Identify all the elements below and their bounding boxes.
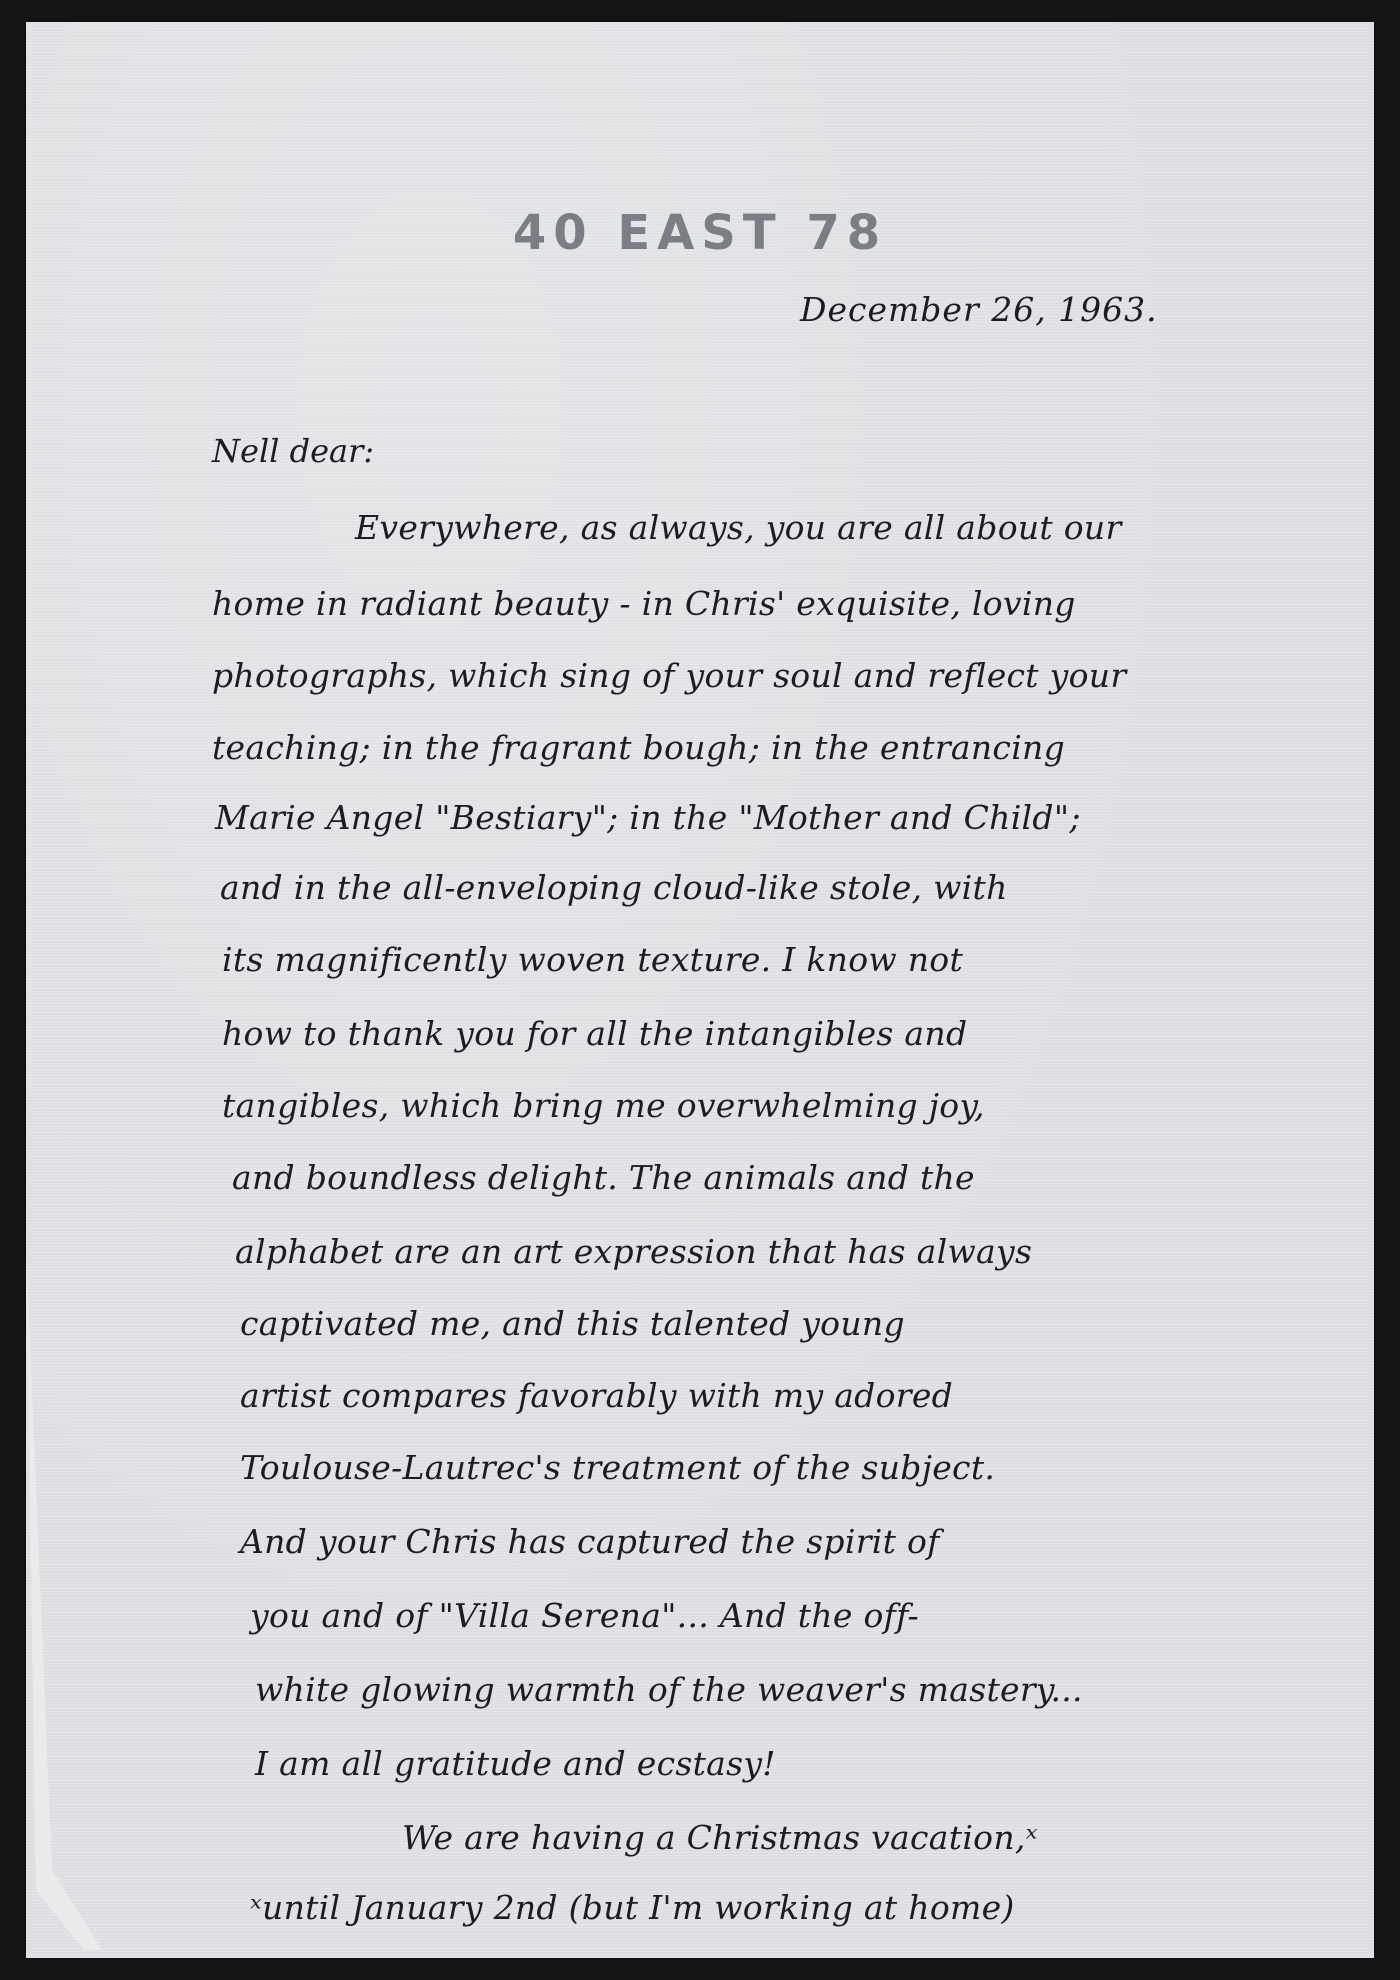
body-line: tangibles, which bring me overwhelming joy, — [222, 1086, 985, 1125]
body-line: I am all gratitude and ecstasy! — [255, 1744, 776, 1783]
body-line: Marie Angel "Bestiary"; in the "Mother and Child"; — [215, 798, 1081, 837]
body-line: and in the all-enveloping cloud-like stole, with — [220, 868, 1008, 907]
body-line: We are having a Christmas vacation,ˣ — [402, 1818, 1038, 1857]
body-line: white glowing warmth of the weaver's mastery... — [255, 1670, 1083, 1709]
body-line: how to thank you for all the intangibles and — [222, 1014, 968, 1053]
body-line: Toulouse-Lautrec's treatment of the subject. — [240, 1448, 996, 1487]
body-line: ˣuntil January 2nd (but I'm working at home) — [250, 1888, 1015, 1927]
letter-date: December 26, 1963. — [800, 290, 1158, 329]
body-line: its magnificently woven texture. I know not — [222, 940, 964, 979]
body-line: home in radiant beauty - in Chris' exquisite, loving — [212, 584, 1076, 623]
salutation: Nell dear: — [212, 432, 375, 470]
letter-sheet — [26, 22, 1374, 1958]
body-line: captivated me, and this talented young — [240, 1304, 905, 1343]
body-line: photographs, which sing of your soul and reflect your — [212, 656, 1127, 695]
body-line: alphabet are an art expression that has always — [235, 1232, 1033, 1271]
body-line: And your Chris has captured the spirit of — [240, 1522, 940, 1561]
body-line: teaching; in the fragrant bough; in the entrancing — [212, 728, 1066, 767]
body-line: Everywhere, as always, you are all about our — [355, 508, 1122, 547]
body-line: and boundless delight. The animals and the — [232, 1158, 975, 1197]
body-line: you and of "Villa Serena"... And the off- — [250, 1596, 919, 1635]
body-line: artist compares favorably with my adored — [240, 1376, 954, 1415]
letterhead-address: 40 EAST 78 — [512, 205, 888, 261]
